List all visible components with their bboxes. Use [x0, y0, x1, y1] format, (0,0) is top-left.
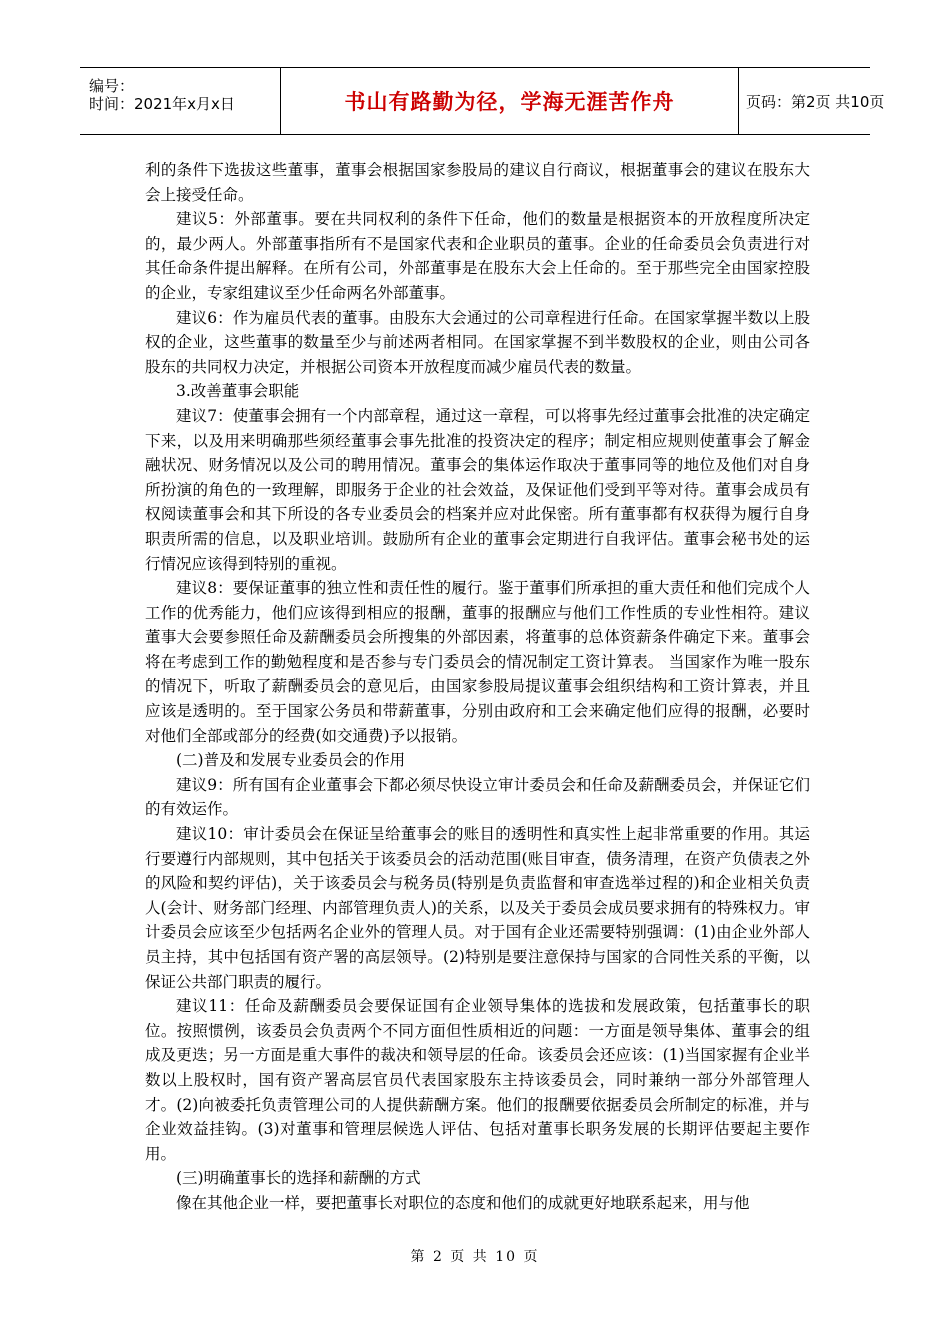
paragraph-continuation: 利的条件下选拔这些董事，董事会根据国家参股局的建议自行商议，根据董事会的建议在股东大会上接受任命。: [145, 161, 810, 204]
header-motto: 书山有路勤为径，学海无涯苦作舟: [281, 68, 739, 134]
section-heading-committees: (二)普及和发展专业委员会的作用: [176, 751, 406, 770]
section-heading-board-functions: 3.改善董事会职能: [176, 382, 300, 401]
paragraph-recommendation-6: 建议6：作为雇员代表的董事。由股东大会通过的公司章程进行任命。在国家掌握半数以上股权的企业，这些董事的数量至少与前述两者相同。在国家掌握不到半数股权的企业，则由公司各股东的共同权力决定，并根据公司资本开放程度而减少雇员代表的数量。: [145, 308, 810, 376]
paragraph-recommendation-7: 建议7：使董事会拥有一个内部章程，通过这一章程，可以将事先经过董事会批准的决定确定下来，以及用来明确那些须经董事会事先批准的投资决定的程序；制定相应规则使董事会了解金融状况、财务情况以及公司的聘用情况。董事会的集体运作取决于董事同等的地位及他们对自身所扮演的角色的一致理解，即服务于企业的社会效益，及保证他们受到平等对待。董事会成员有权阅读董事会和其下所设的各专业委员会的档案并应对此保密。所有董事都有权获得为履行自身职责所需的信息，以及职业培训。鼓励所有企业的董事会定期进行自我评估。董事会秘书处的运行情况应该得到特别的重视。: [145, 406, 810, 573]
page-header: [80, 67, 885, 135]
document-body: [145, 158, 810, 1216]
paragraph-chairman-selection: 像在其他企业一样，要把董事长对职位的态度和他们的成就更好地联系起来，用与他: [176, 1193, 750, 1212]
paragraph-recommendation-5: 建议5：外部董事。要在共同权利的条件下任命，他们的数量是根据资本的开放程度所决定的，最少两人。外部董事指所有不是国家代表和企业职员的董事。企业的任命委员会负责进行对其任命条件提出解释。在所有公司，外部董事是在股东大会上任命的。至于那些完全由国家控股的企业，专家组建议至少任命两名外部董事。: [145, 210, 810, 302]
document-number-label: 编号：: [89, 77, 135, 95]
paragraph-recommendation-11: 建议11：任命及薪酬委员会要保证国有企业领导集体的选拔和发展政策，包括董事长的职位。按照惯例，该委员会负责两个不同方面但性质相近的问题：一方面是领导集体、董事会的组成及更迭；另一方面是重大事件的裁决和领导层的任命。该委员会还应该：(1)当国家握有企业半数以上股权时，国有资产署高层官员代表国家股东主持该委员会，同时兼纳一部分外部管理人才。(2)向被委托负责管理公司的人提供薪酬方案。他们的报酬要依据委员会所制定的标准，并与企业效益挂钩。(3)对董事和管理层候选人评估、包括对董事长职务发展的长期评估要起主要作用。: [145, 997, 810, 1163]
header-page-info: 页码：第2页 共10页: [746, 92, 885, 111]
paragraph-recommendation-8: 建议8：要保证董事的独立性和责任性的履行。鉴于董事们所承担的重大责任和他们完成个人工作的优秀能力，他们应该得到相应的报酬，董事的报酬应与他们工作性质的专业性相符。建议董事大会要参照任命及薪酬委员会所搜集的外部因素，将董事的总体资薪条件确定下来。董事会将在考虑到工作的勤勉程度和是否参与专门委员会的情况制定工资计算表。 当国家作为唯一股东的情况下，听取了薪酬委员会的意见后，由国家参股局提议董事会组织结构和工资计算表，并且应该是透明的。至于国家公务员和带薪董事，分别由政府和工会来确定他们应得的报酬，必要时对他们全部或部分的经费(如交通费)予以报销。: [145, 579, 810, 745]
document-time-label: 时间：2021年x月x日: [89, 95, 235, 113]
header-left-cell: [80, 68, 281, 134]
section-heading-chairman: (三)明确董事长的选择和薪酬的方式: [176, 1169, 421, 1188]
paragraph-recommendation-10: 建议10：审计委员会在保证呈给董事会的账目的透明性和真实性上起非常重要的作用。其运行要遵行内部规则，其中包括关于该委员会的活动范围(账目审查，债务清理，在资产负债表之外的风险和契约评估)，关于该委员会与税务员(特别是负责监督和审查选举过程的)和企业相关负责人(会计、财务部门经理、内部管理负责人)的关系，以及关于委员会成员要求拥有的特殊权力。审计委员会应该至少包括两名企业外的管理人员。对于国有企业还需要特别强调：(1)由企业外部人员主持，其中包括国有资产署的高层领导。(2)特别是要注意保持与国家的合同性关系的平衡，以保证公共部门职责的履行。: [145, 825, 810, 991]
paragraph-recommendation-9: 建议9：所有国有企业董事会下都必须尽快设立审计委员会和任命及薪酬委员会，并保证它们的有效运作。: [145, 775, 810, 819]
page-footer: 第 2 页 共 10 页: [410, 1249, 540, 1265]
